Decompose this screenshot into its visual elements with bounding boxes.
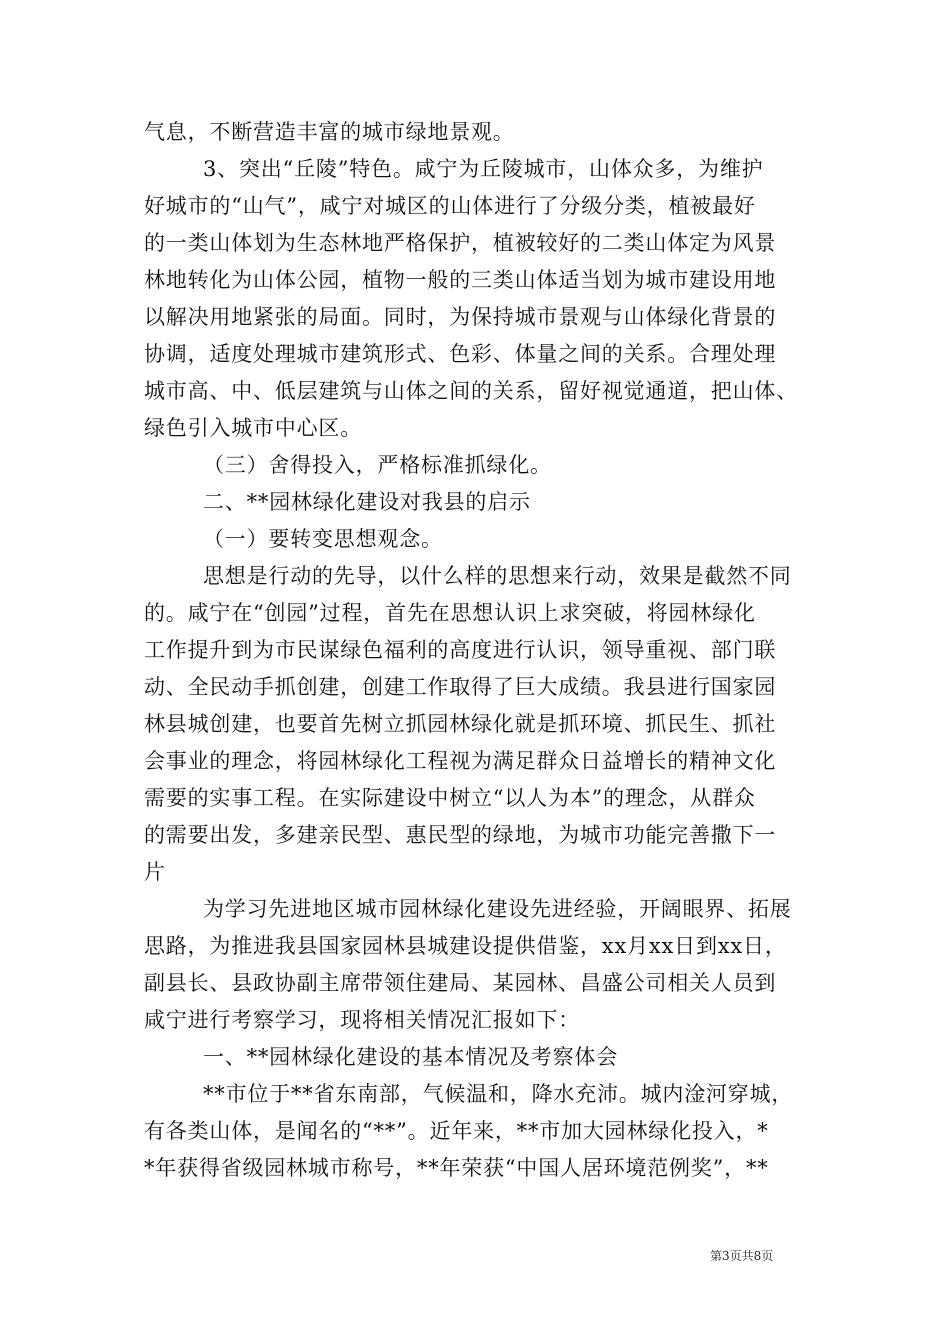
text-line: 气息，不断营造丰富的城市绿地景观。 (144, 120, 515, 144)
text-line: 需要的实事工程。在实际建设中树立“以人为本”的理念，从群众 (144, 786, 756, 810)
text-line: 思路，为推进我县国家园林县城建设提供借鉴，xx月xx日到xx日， (144, 934, 787, 958)
text-line: 的需要出发，多建亲民型、惠民型的绿地，为城市功能完善撒下一 (144, 823, 777, 847)
text-line: 林县城创建，也要首先树立抓园林绿化就是抓环境、抓民生、抓社 (144, 712, 777, 736)
text-line: 动、全民动手抓创建，创建工作取得了巨大成绩。我县进行国家园 (144, 675, 777, 699)
section-heading: （三）舍得投入，严格标准抓绿化。 (203, 453, 552, 477)
section-heading: 一、**园林绿化建设的基本情况及考察体会 (203, 1045, 618, 1069)
text-line: 会事业的理念，将园林绿化工程视为满足群众日益增长的精神文化 (144, 749, 777, 773)
text-line: 绿色引入城市中心区。 (144, 416, 362, 440)
text-line: 片 (144, 860, 166, 884)
text-line: *年获得省级园林城市称号，**年荣获“中国人居环境范例奖”，** (144, 1156, 769, 1180)
text-line: 工作提升到为市民谋绿色福利的高度进行认识，领导重视、部门联 (144, 638, 777, 662)
section-heading: （一）要转变思想观念。 (203, 527, 443, 551)
text-line: 为学习先进地区城市园林绿化建设先进经验，开阔眼界、拓展 (203, 897, 792, 921)
text-line: 好城市的“山气”，咸宁对城区的山体进行了分级分类，植被最好 (144, 194, 756, 218)
text-line: 以解决用地紧张的局面。同时，为保持城市景观与山体绿化背景的 (144, 305, 777, 329)
text-line: 林地转化为山体公园，植物一般的三类山体适当划为城市建设用地 (144, 268, 777, 292)
text-line: 城市高、中、低层建筑与山体之间的关系，留好视觉通道，把山体、 (144, 379, 798, 403)
text-line: 3、突出“丘陵”特色。咸宁为丘陵城市，山体众多，为维护 (203, 157, 764, 181)
text-line: **市位于**省东南部，气候温和，降水充沛。城内淦河穿城， (203, 1082, 794, 1106)
text-line: 协调，适度处理城市建筑形式、色彩、体量之间的关系。合理处理 (144, 342, 777, 366)
section-heading: 二、**园林绿化建设对我县的启示 (203, 490, 531, 514)
text-line: 的一类山体划为生态林地严格保护，植被较好的二类山体定为风景 (144, 231, 777, 255)
text-line: 副县长、县政协副主席带领住建局、某园林、昌盛公司相关人员到 (144, 971, 777, 995)
text-line: 咸宁进行考察学习，现将相关情况汇报如下： (144, 1008, 580, 1032)
text-line: 的。咸宁在“创园”过程，首先在思想认识上求突破，将园林绿化 (144, 601, 756, 625)
text-line: 有各类山体，是闻名的“**”。近年来，**市加大园林绿化投入，* (144, 1119, 769, 1143)
text-line: 思想是行动的先导，以什么样的思想来行动，效果是截然不同 (203, 564, 792, 588)
page-number: 第3页共8页 (710, 1249, 774, 1263)
